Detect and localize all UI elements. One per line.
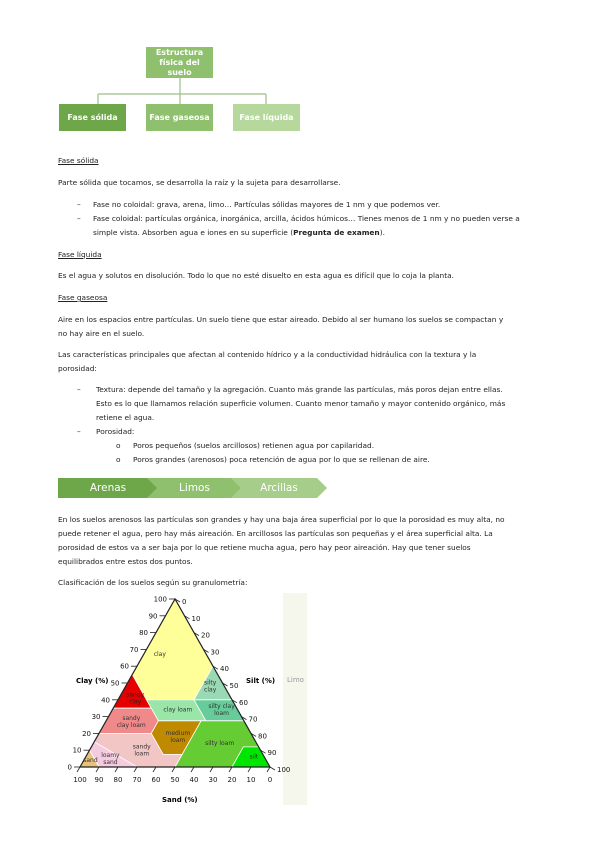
sand-axis-label: Sand (%) xyxy=(162,796,198,804)
chevron-clay-label: Arcillas xyxy=(260,482,298,494)
chevron-silt xyxy=(147,478,242,498)
silt-tick-label: 40 xyxy=(220,665,229,674)
porosity-label: Porosidad: xyxy=(96,427,135,436)
silt-tick-label: 90 xyxy=(267,749,277,758)
sand-tick-label: 30 xyxy=(208,776,218,784)
silt-tick-mark xyxy=(270,767,275,770)
porosity-small: Poros pequeños (suelos arcillosos) retienen agua por capilaridad. xyxy=(133,441,375,450)
sand-tick-label: 10 xyxy=(246,776,256,784)
region-label-silty-clay: silty clay xyxy=(203,679,217,694)
clay-tick-label: 50 xyxy=(110,679,120,688)
gas-heading: Fase gaseosa xyxy=(58,293,108,302)
silt-tick-label: 100 xyxy=(277,766,291,774)
texture-line-3: retiene el agua. xyxy=(96,413,155,422)
clay-tick-label: 30 xyxy=(91,713,101,722)
sand-tick-mark xyxy=(153,767,156,772)
solid-bullet-2b-text: simple vista. Absorben agua e iones en su superficie ( xyxy=(93,228,294,237)
sand-tick-mark xyxy=(267,767,270,772)
solid-intro: Parte sólida que tocamos, se desarrolla la raíz y la sujeta para desarrollarse. xyxy=(58,178,341,187)
sandy-line-3: porosidad de estos va a ser baja por lo que retiene mucha agua, pero hay peor aireación. Hay que tener suelos xyxy=(58,543,471,552)
silt-tick-label: 10 xyxy=(191,614,201,623)
chevron-silt-label: Limos xyxy=(179,482,210,494)
solid-heading: Fase sólida xyxy=(58,156,99,165)
sand-tick-mark xyxy=(77,767,80,772)
triangle-side-label: Limo xyxy=(287,676,304,684)
characteristics-line-2: porosidad: xyxy=(58,364,97,373)
sand-tick-mark xyxy=(191,767,194,772)
sub-bullet-marker: o xyxy=(116,455,121,464)
clay-tick-label: 0 xyxy=(67,763,72,772)
sand-tick-label: 20 xyxy=(227,776,237,784)
clay-tick-label: 80 xyxy=(139,629,148,638)
characteristics-line-1: Las características principales que afectan al contenido hídrico y a la conductividad hidráulica con la textura y la xyxy=(58,350,477,359)
sand-tick-mark xyxy=(115,767,118,772)
clay-axis-label: Clay (%) xyxy=(76,677,109,685)
hierarchy-liquid-box: Fase líquida xyxy=(233,104,300,131)
bullet-dash: – xyxy=(77,385,81,394)
sand-tick-label: 50 xyxy=(170,776,180,784)
solid-bullet-1: Fase no coloidal: grava, arena, limo… Partículas sólidas mayores de 1 nm y que podemos ver. xyxy=(93,200,441,209)
silt-tick-label: 60 xyxy=(239,698,248,707)
sand-tick-label: 80 xyxy=(113,776,123,784)
liquid-text: Es el agua y solutos en disolución. Todo lo que no esté disuelto en esta agua es difícil que lo coja la planta. xyxy=(58,271,455,280)
sand-tick-mark xyxy=(248,767,251,772)
region-label-clay: clay xyxy=(153,651,166,659)
bullet-dash: – xyxy=(77,200,81,209)
sandy-line-1: En los suelos arenosos las partículas son grandes y hay una baja área superficial por lo que la porosidad es muy alta, no xyxy=(58,515,505,524)
solid-bullet-2b xyxy=(93,226,385,240)
hierarchy-solid-box: Fase sólida xyxy=(59,104,126,131)
texture-line-2: Esto es lo que llamamos relación superficie volumen. Cuanto menor tamaño y mayor contenido orgánico, más xyxy=(96,399,506,408)
bullet-dash: – xyxy=(77,214,81,223)
region-label-sandy-clay-loam: sandy clay loam xyxy=(116,714,146,729)
hierarchy-gas-box: Fase gaseosa xyxy=(146,104,213,131)
solid-bullet-2b-end: ). xyxy=(379,228,385,237)
hierarchy-top-box: Estructura física del suelo xyxy=(146,47,213,78)
chevron-clay xyxy=(231,478,327,498)
clay-tick-label: 90 xyxy=(148,612,158,621)
clay-tick-label: 100 xyxy=(153,595,167,604)
porosity-large: Poros grandes (arenosos) poca retención de agua por lo que se rellenan de aire. xyxy=(133,455,430,464)
sub-bullet-marker: o xyxy=(116,441,121,450)
sand-tick-label: 90 xyxy=(94,776,104,784)
silt-tick-label: 30 xyxy=(210,648,220,657)
region-label-sand: sand xyxy=(83,756,98,764)
clay-tick-label: 20 xyxy=(82,729,91,738)
texture-line-1: Textura: depende del tamaño y la agregación. Cuanto más grande las partículas, más poros dejan entre ellas. xyxy=(96,385,503,394)
region-label-loam: medium loam xyxy=(165,729,191,744)
sand-tick-label: 60 xyxy=(151,776,161,784)
sandy-line-4: equilibrados entre estos dos puntos. xyxy=(58,557,193,566)
region-label-silt: silt xyxy=(249,753,259,761)
silt-tick-label: 0 xyxy=(182,598,187,606)
silt-tick-label: 50 xyxy=(229,682,239,690)
clay-tick-label: 10 xyxy=(72,746,82,755)
silt-tick-label: 20 xyxy=(201,631,210,640)
solid-bullet-2a: Fase coloidal: partículas orgánica, inorgánica, arcilla, ácidos húmicos… Tienes menos de 1 nm y no pueden verse a xyxy=(93,214,520,223)
clay-tick-label: 60 xyxy=(120,662,129,671)
sand-tick-mark xyxy=(210,767,213,772)
classification-caption: Clasificación de los suelos según su granulometría: xyxy=(58,578,248,587)
chevron-sand-label: Arenas xyxy=(89,482,127,494)
silt-axis-label: Silt (%) xyxy=(246,677,276,685)
region-label-silty-loam: silty loam xyxy=(205,740,235,748)
chevron-sand xyxy=(58,478,158,498)
sand-tick-label: 40 xyxy=(189,776,199,784)
bullet-dash: – xyxy=(77,427,81,436)
sand-tick-label: 0 xyxy=(267,776,273,784)
sand-tick-mark xyxy=(96,767,99,772)
clay-tick-label: 40 xyxy=(101,696,110,705)
liquid-heading: Fase líquida xyxy=(58,250,102,259)
clay-tick-label: 70 xyxy=(129,645,139,654)
soil-texture-triangle xyxy=(58,590,298,808)
region-label-loamy-sand: loamy sand xyxy=(101,751,120,766)
exam-note: Pregunta de examen xyxy=(293,228,380,237)
sand-tick-mark xyxy=(134,767,137,772)
sand-tick-mark xyxy=(172,767,175,772)
region-label-sandy-clay: sandy clay xyxy=(126,691,145,706)
sandy-line-2: puede retener el agua, pero hay más aireación. En arcillosos las partículas son pequeñas y el área superficial alta. La xyxy=(58,529,493,538)
silt-tick-label: 80 xyxy=(258,732,267,741)
sand-tick-mark xyxy=(229,767,232,772)
region-label-clay-loam: clay loam xyxy=(163,706,193,714)
silt-tick-label: 70 xyxy=(248,715,258,724)
sand-tick-label: 100 xyxy=(73,776,87,784)
gas-line-2: no hay aire en el suelo. xyxy=(58,329,145,338)
sand-tick-label: 70 xyxy=(132,776,142,784)
gas-line-1: Aire en los espacios entre partículas. Un suelo tiene que estar aireado. Debido al ser humano los suelos se compactan y xyxy=(58,315,504,324)
region-label-sandy-loam: sandy loam xyxy=(132,743,151,758)
region-label-silty-clay-loam: silty clay loam xyxy=(208,703,235,718)
